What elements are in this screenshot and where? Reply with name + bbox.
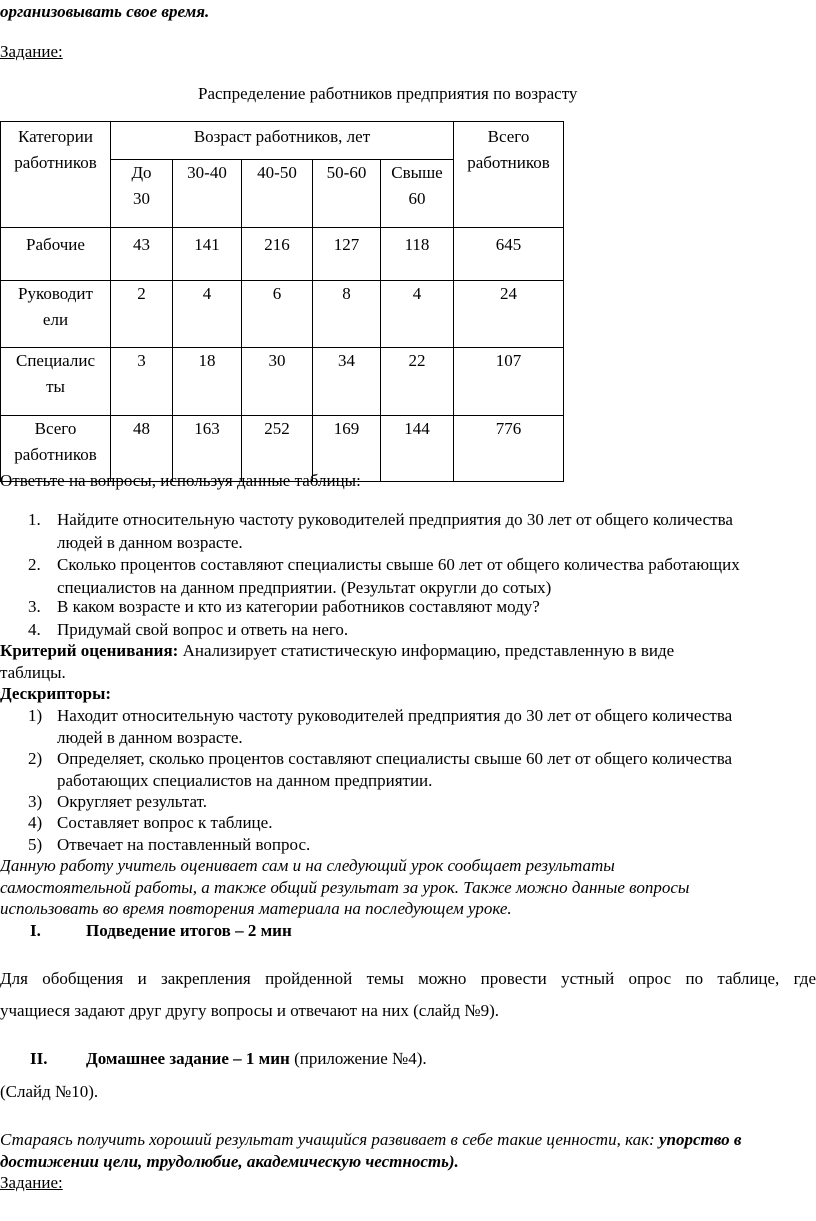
age-group: 50-60 (313, 160, 381, 228)
descriptors-label: Дескрипторы: (0, 684, 112, 703)
header-age: Возраст работников, лет (111, 122, 454, 160)
age-group: Свыше 60 (381, 160, 454, 228)
criterion-cont: таблицы. (0, 663, 66, 682)
table-title: Распределение работников предприятия по возрасту (198, 84, 578, 103)
task-label: Задание: (0, 1173, 63, 1192)
criterion: Критерий оценивания: Анализирует статистическую информацию, представленную в виде (0, 641, 675, 660)
top-line: организовывать свое время. (0, 2, 210, 21)
values-line-1: Стараясь получить хороший результат учащийся развивает в себе такие ценности, как: упорство в (0, 1130, 742, 1149)
summary-line-1: Для обобщения и закрепления пройденной темы можно провести устный опрос по таблице, где (0, 969, 816, 988)
table-row: Всего работников 48 163 252 169 144 776 (1, 416, 564, 482)
table-row: Рабочие 43 141 216 127 118 645 (1, 228, 564, 281)
summary-line-2: учащиеся задают друг другу вопросы и отвечают на них (слайд №9). (0, 1001, 499, 1020)
section-title-line: Домашнее задание – 1 мин (приложение №4). (86, 1049, 427, 1068)
section-number: II. (30, 1049, 48, 1068)
questions-intro: Ответьте на вопросы, используя данные таблицы: (0, 471, 361, 490)
section-number: I. (30, 921, 41, 940)
age-group: 30-40 (173, 160, 242, 228)
header-category: Категории работников (1, 122, 111, 228)
age-distribution-table (0, 121, 564, 482)
task-label: Задание: (0, 42, 63, 61)
header-total: Всего работников (454, 122, 564, 228)
age-group: 40-50 (242, 160, 313, 228)
table-row: Специалис ты 3 18 30 34 22 107 (1, 348, 564, 416)
section-title: Подведение итогов – 2 мин (86, 921, 292, 940)
table-row: Руководит ели 2 4 6 8 4 24 (1, 281, 564, 348)
age-group: До 30 (111, 160, 173, 228)
values-line-2: достижении цели, трудолюбие, академическую честность). (0, 1152, 459, 1171)
slide-ref: (Слайд №10). (0, 1082, 99, 1101)
